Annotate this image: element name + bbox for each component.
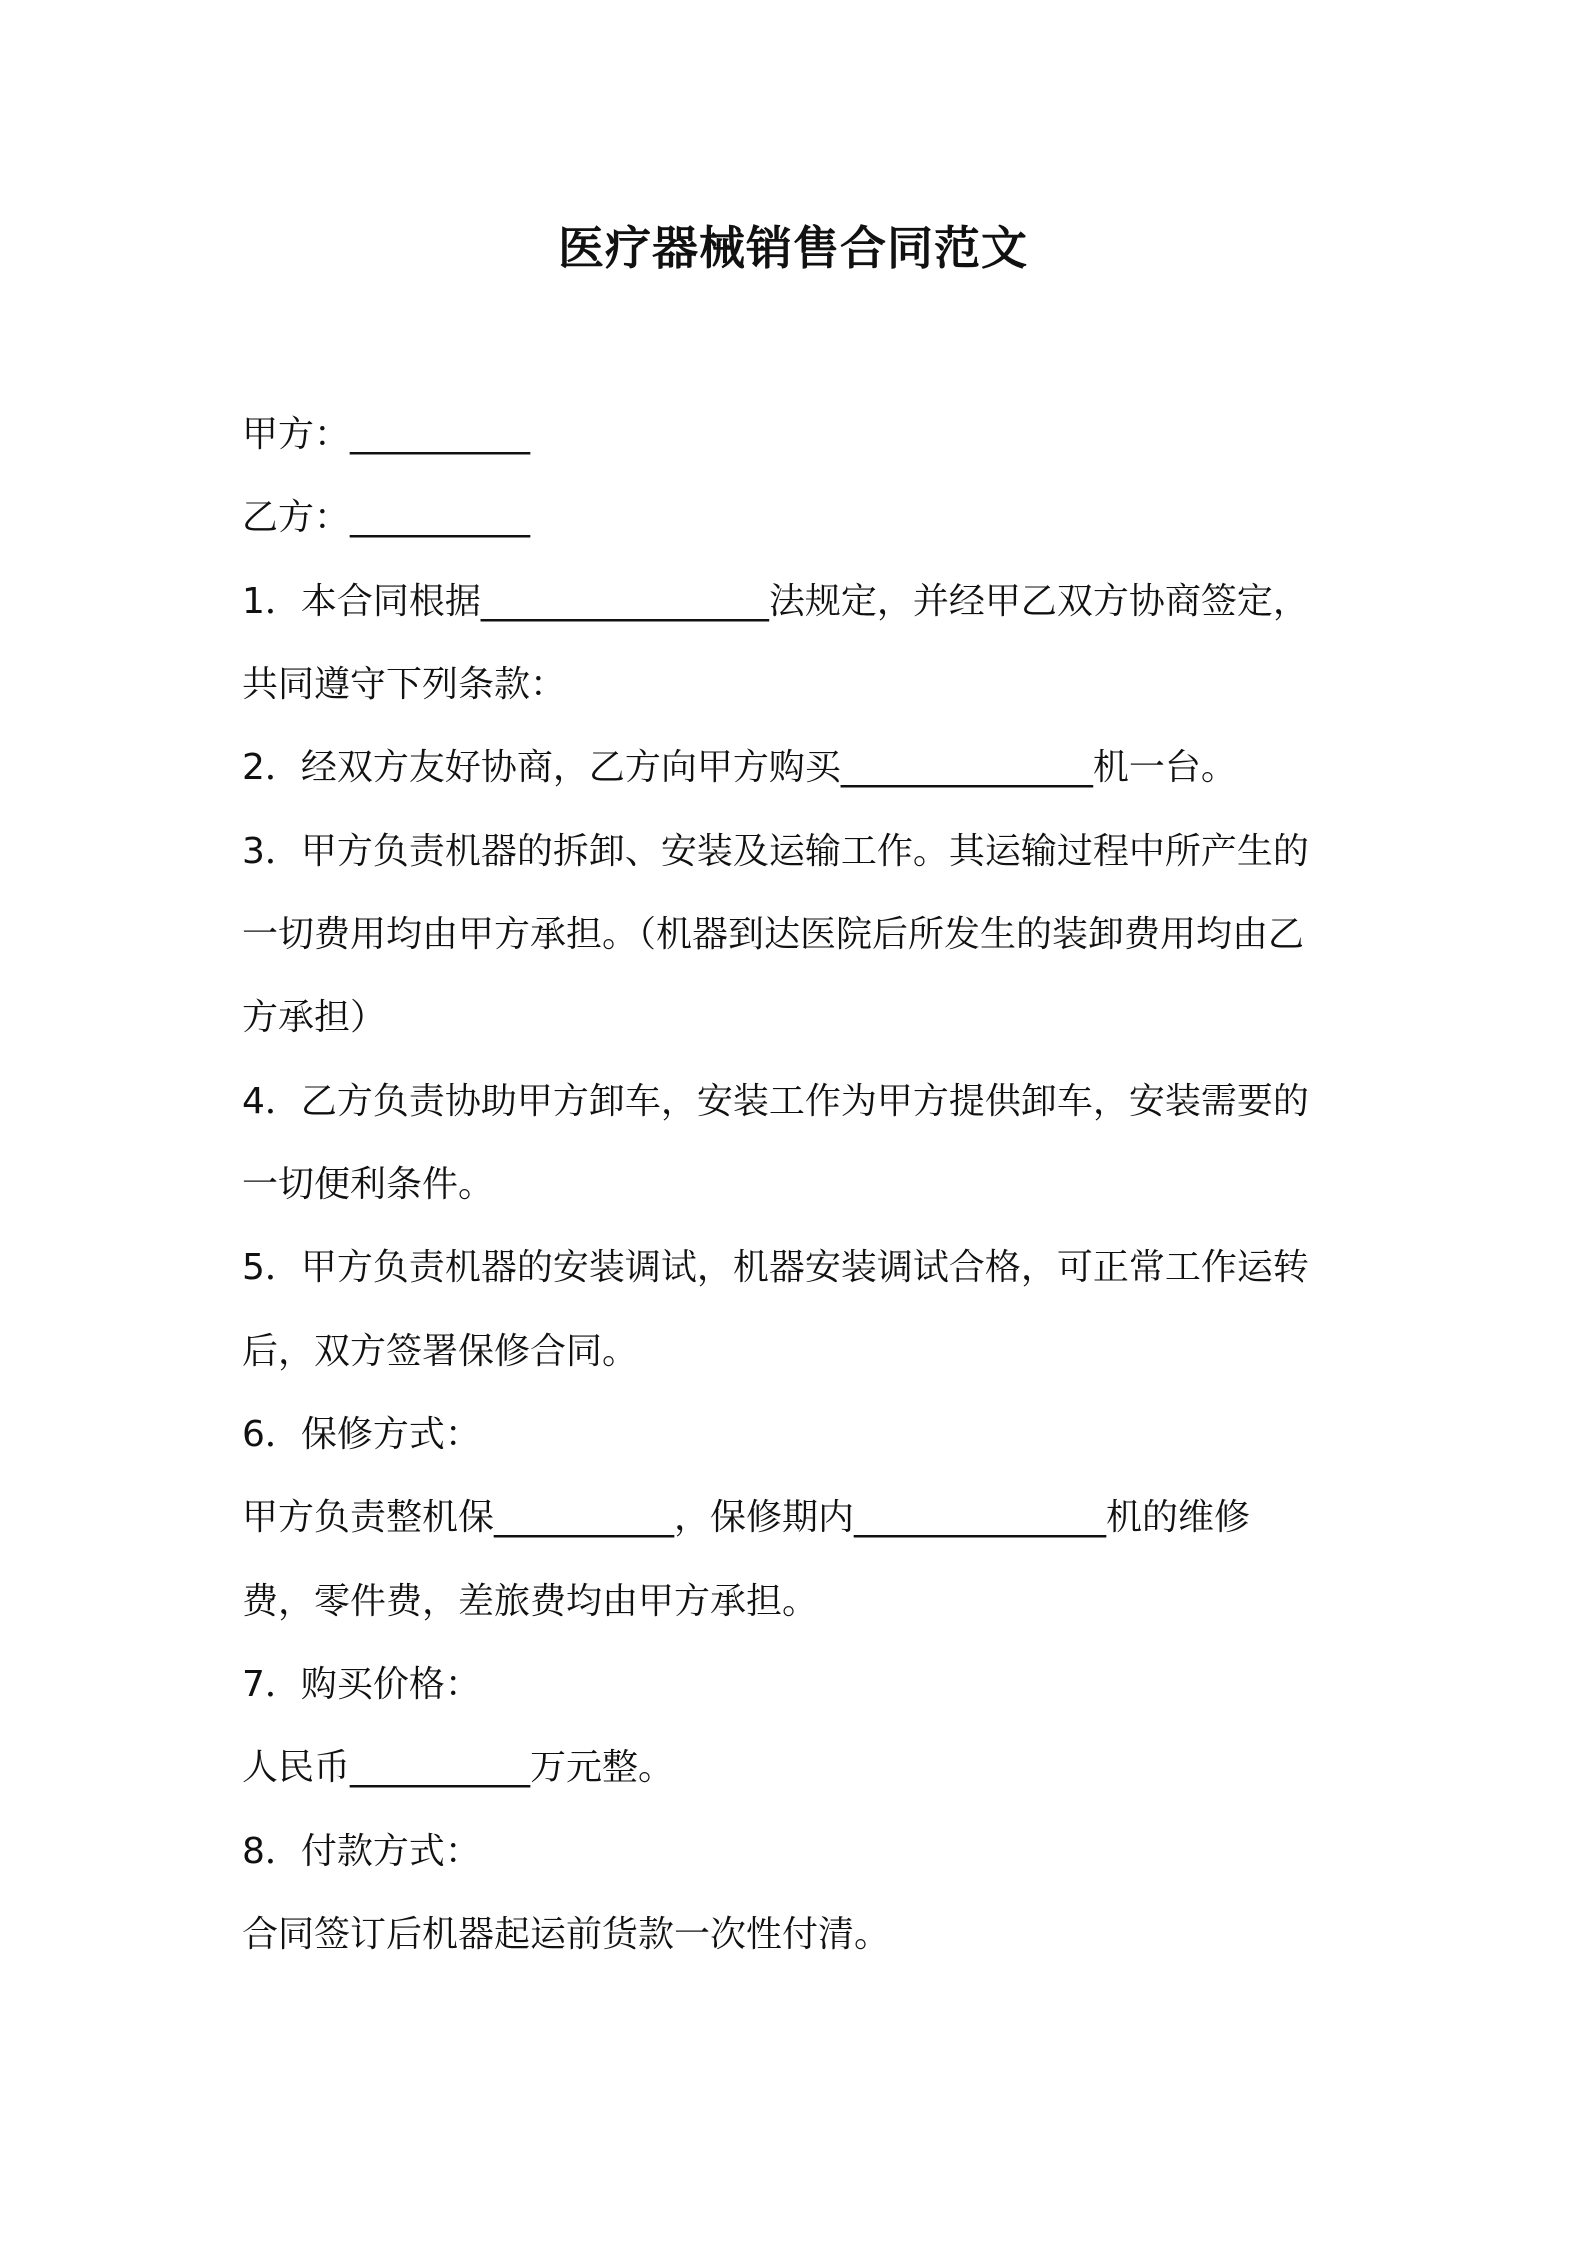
clause-7-line-1: 人民币__________万元整。 bbox=[242, 1747, 675, 1788]
clause-4-line-2: 一切便利条件。 bbox=[242, 1164, 495, 1205]
party-b-line: 乙方：__________ bbox=[242, 497, 531, 538]
clause-8-line-1: 合同签订后机器起运前货款一次性付清。 bbox=[242, 1914, 891, 1955]
clause-3-line-1: 3．甲方负责机器的拆卸、安装及运输工作。其运输过程中所产生的 bbox=[242, 831, 1309, 872]
clause-8-heading: 8．付款方式： bbox=[242, 1831, 481, 1872]
clause-6-line-2: 费，零件费，差旅费均由甲方承担。 bbox=[242, 1581, 819, 1622]
clause-4-line-1: 4．乙方负责协助甲方卸车，安装工作为甲方提供卸车，安装需要的 bbox=[242, 1081, 1309, 1122]
clause-3-line-2: 一切费用均由甲方承担。（机器到达医院后所发生的装卸费用均由乙 bbox=[242, 914, 1305, 955]
party-a-line: 甲方：__________ bbox=[242, 414, 531, 455]
document-title: 医疗器械销售合同范文 bbox=[558, 221, 1028, 275]
clause-7-heading: 7．购买价格： bbox=[242, 1664, 481, 1705]
clause-6-line-1: 甲方负责整机保__________，保修期内______________机的维修 bbox=[242, 1497, 1251, 1538]
clause-1-line-2: 共同遵守下列条款： bbox=[242, 664, 567, 705]
clause-3-line-3: 方承担） bbox=[242, 997, 387, 1038]
clause-5-line-1: 5．甲方负责机器的安装调试，机器安装调试合格，可正常工作运转 bbox=[242, 1247, 1309, 1288]
clause-1-line-1: 1．本合同根据________________法规定，并经甲乙双方协商签定， bbox=[242, 581, 1309, 622]
clause-6-heading: 6．保修方式： bbox=[242, 1414, 481, 1455]
clause-2-line-1: 2．经双方友好协商，乙方向甲方购买______________机一台。 bbox=[242, 747, 1237, 788]
clause-5-line-2: 后，双方签署保修合同。 bbox=[242, 1331, 639, 1372]
